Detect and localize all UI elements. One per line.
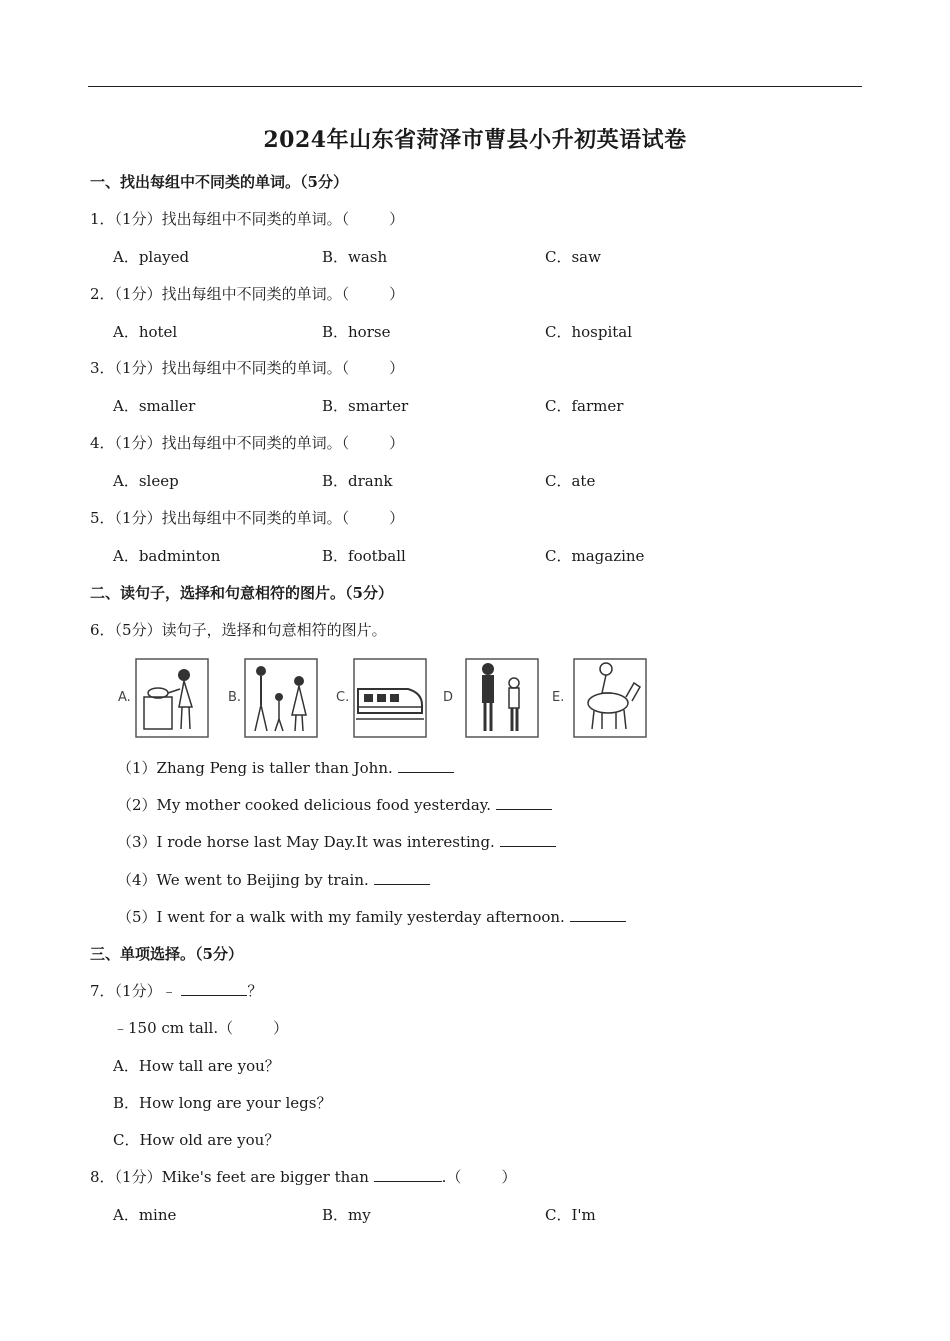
q6-sentence-4: （4）We went to Beijing by train. — [117, 870, 430, 890]
question-7-stem: 7．（1分）﹣ ？ — [90, 982, 263, 1000]
header-rule — [88, 86, 862, 87]
q5-option-c: C．magazine — [545, 547, 645, 565]
q8-option-c: C．I'm — [545, 1206, 596, 1224]
q7-option-b: B．How long are your legs？ — [113, 1094, 332, 1112]
q3-option-a: A．smaller — [113, 397, 196, 415]
question-5-stem: 5．（1分）找出每组中不同类的单词。（ ） — [90, 509, 405, 527]
picture-e-horse-riding — [572, 657, 648, 739]
q1-option-a: A．played — [113, 248, 190, 266]
q5-option-b: B．football — [322, 547, 406, 565]
q8-option-b: B．my — [322, 1206, 371, 1224]
picture-c-train — [352, 657, 428, 739]
picture-d-heights — [464, 657, 540, 739]
q6-sentence-2: （2）My mother cooked delicious food yesterday. — [117, 795, 552, 815]
q6-sentence-3: （3）I rode horse last May Day.It was interesting. — [117, 832, 556, 852]
q2-option-a: A．hotel — [113, 323, 178, 341]
picture-label-e: E. — [552, 690, 565, 705]
section1-heading: 一、找出每组中不同类的单词。（5分） — [90, 173, 348, 191]
question-6-stem: 6．（5分）读句子，选择和句意相符的图片。 — [90, 621, 387, 639]
q5-option-a: A．badminton — [113, 547, 221, 565]
q4-option-a: A．sleep — [113, 472, 179, 490]
q2-option-b: B．horse — [322, 323, 391, 341]
q4-option-c: C．ate — [545, 472, 596, 490]
q7-answer-line: ﹣150 cm tall.（ ） — [113, 1019, 289, 1037]
picture-label-a: A. — [118, 690, 131, 705]
q6-sentence-1: （1）Zhang Peng is taller than John. — [117, 758, 454, 778]
page-title: 2024年山东省菏泽市曹县小升初英语试卷 — [263, 127, 687, 153]
q1-option-b: B．wash — [322, 248, 388, 266]
section3-heading: 三、单项选择。（5分） — [90, 945, 243, 963]
q8-option-a: A．mine — [113, 1206, 177, 1224]
q3-option-b: B．smarter — [322, 397, 409, 415]
picture-a-cooking — [134, 657, 210, 739]
picture-label-d: D — [443, 690, 454, 705]
q4-option-b: B．drank — [322, 472, 393, 490]
picture-b-family-walk — [243, 657, 319, 739]
question-2-stem: 2．（1分）找出每组中不同类的单词。（ ） — [90, 285, 405, 303]
q2-option-c: C．hospital — [545, 323, 633, 341]
question-8-stem: 8．（1分）Mike's feet are bigger than .（ ） — [90, 1168, 517, 1186]
q7-option-c: C．How old are you？ — [113, 1131, 280, 1149]
q3-option-c: C．farmer — [545, 397, 624, 415]
q6-sentence-5: （5）I went for a walk with my family yesterday afternoon. — [117, 907, 626, 927]
section2-heading: 二、读句子，选择和句意相符的图片。（5分） — [90, 584, 393, 602]
question-4-stem: 4．（1分）找出每组中不同类的单词。（ ） — [90, 434, 405, 452]
question-1-stem: 1．（1分）找出每组中不同类的单词。（ ） — [90, 210, 405, 228]
q1-option-c: C．saw — [545, 248, 601, 266]
question-3-stem: 3．（1分）找出每组中不同类的单词。（ ） — [90, 359, 405, 377]
picture-label-b: B. — [228, 690, 242, 705]
picture-label-c: C. — [336, 690, 350, 705]
q7-option-a: A．How tall are you？ — [113, 1057, 280, 1075]
